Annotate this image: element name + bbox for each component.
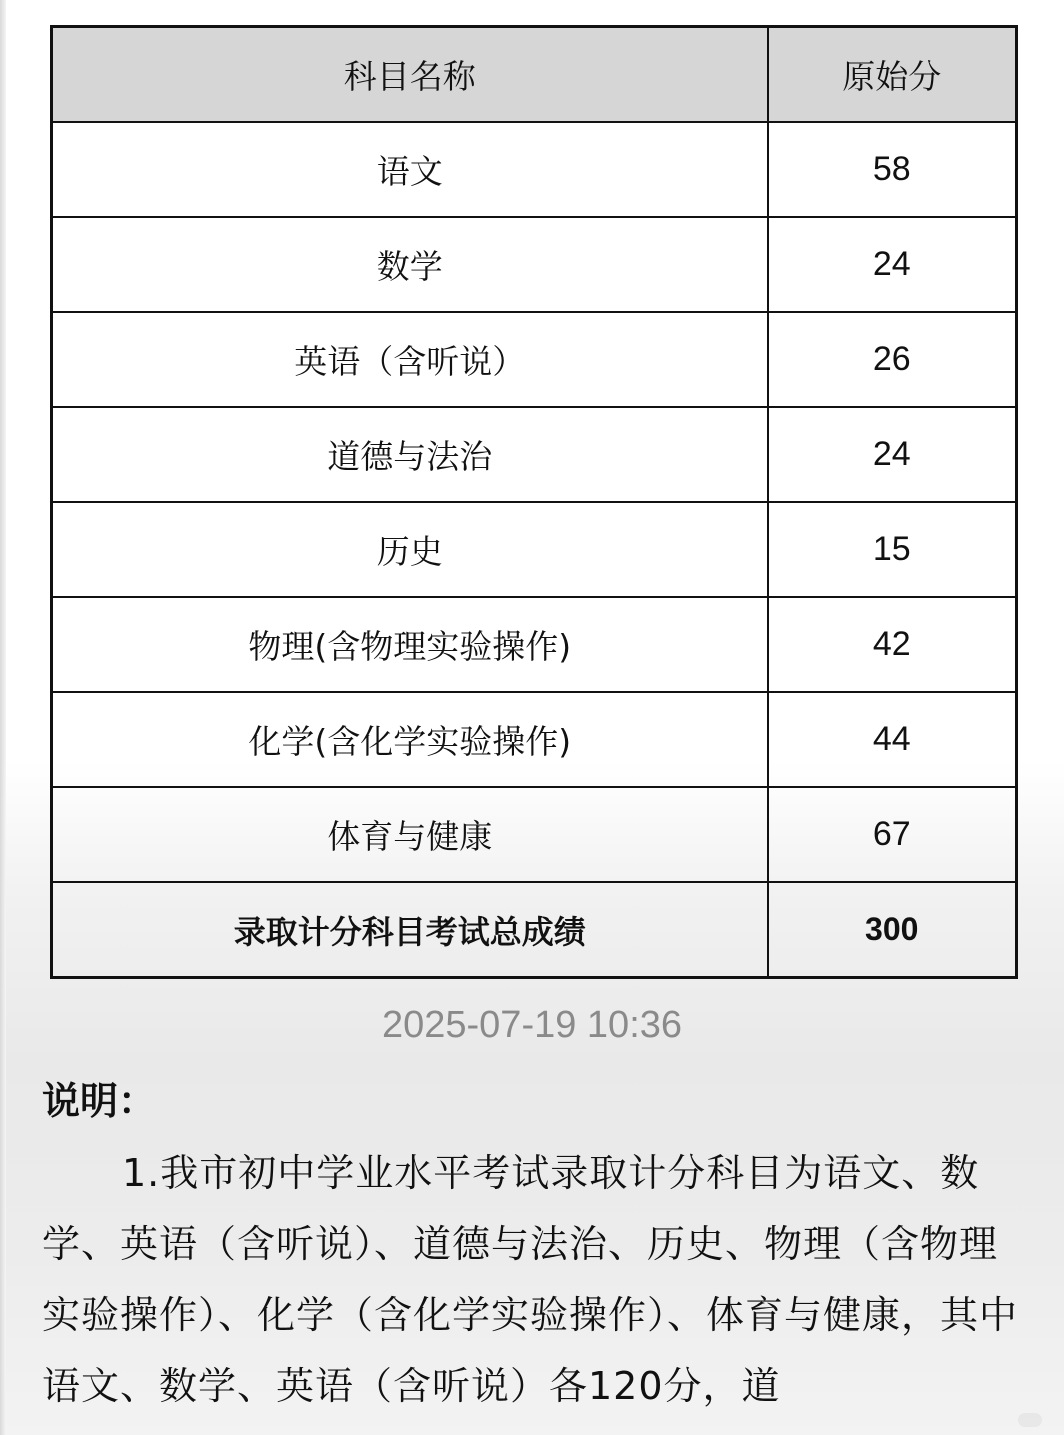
subject-score: 15 (768, 502, 1017, 597)
subject-name: 道德与法治 (52, 407, 768, 502)
subject-score: 44 (768, 692, 1017, 787)
score-table (50, 25, 1018, 979)
notes-section (42, 1072, 1027, 1422)
total-label: 录取计分科目考试总成绩 (52, 882, 768, 978)
table-header-row (52, 27, 1017, 123)
subject-score: 24 (768, 217, 1017, 312)
subject-name: 物理(含物理实验操作) (52, 597, 768, 692)
total-score: 300 (768, 882, 1017, 978)
notes-title: 说明： (42, 1079, 157, 1123)
table-row (52, 217, 1017, 312)
table-row (52, 787, 1017, 882)
subject-name: 化学(含化学实验操作) (52, 692, 768, 787)
subject-name: 英语（含听说） (52, 312, 768, 407)
watermark-mark (1018, 1413, 1042, 1427)
subject-name: 体育与健康 (52, 787, 768, 882)
table-row (52, 312, 1017, 407)
subject-score: 42 (768, 597, 1017, 692)
page-left-edge (0, 0, 6, 1435)
subject-name: 历史 (52, 502, 768, 597)
subject-score: 67 (768, 787, 1017, 882)
header-subject: 科目名称 (52, 27, 768, 123)
subject-score: 24 (768, 407, 1017, 502)
timestamp: 2025-07-19 10:36 (381, 1004, 683, 1046)
table-row (52, 597, 1017, 692)
subject-score: 58 (768, 122, 1017, 217)
subject-name: 数学 (52, 217, 768, 312)
table-row (52, 692, 1017, 787)
notes-paragraph: 1.我市初中学业水平考试录取计分科目为语文、数学、英语（含听说）、道德与法治、历史、物理（含物理实验操作）、化学（含化学实验操作）、体育与健康，其中语文、数学、英语（含听说）各120分，道 (42, 1151, 1019, 1408)
table-row (52, 407, 1017, 502)
total-row (52, 882, 1017, 978)
table-row (52, 122, 1017, 217)
subject-name: 语文 (52, 122, 768, 217)
header-score: 原始分 (768, 27, 1017, 123)
subject-score: 26 (768, 312, 1017, 407)
table-row (52, 502, 1017, 597)
